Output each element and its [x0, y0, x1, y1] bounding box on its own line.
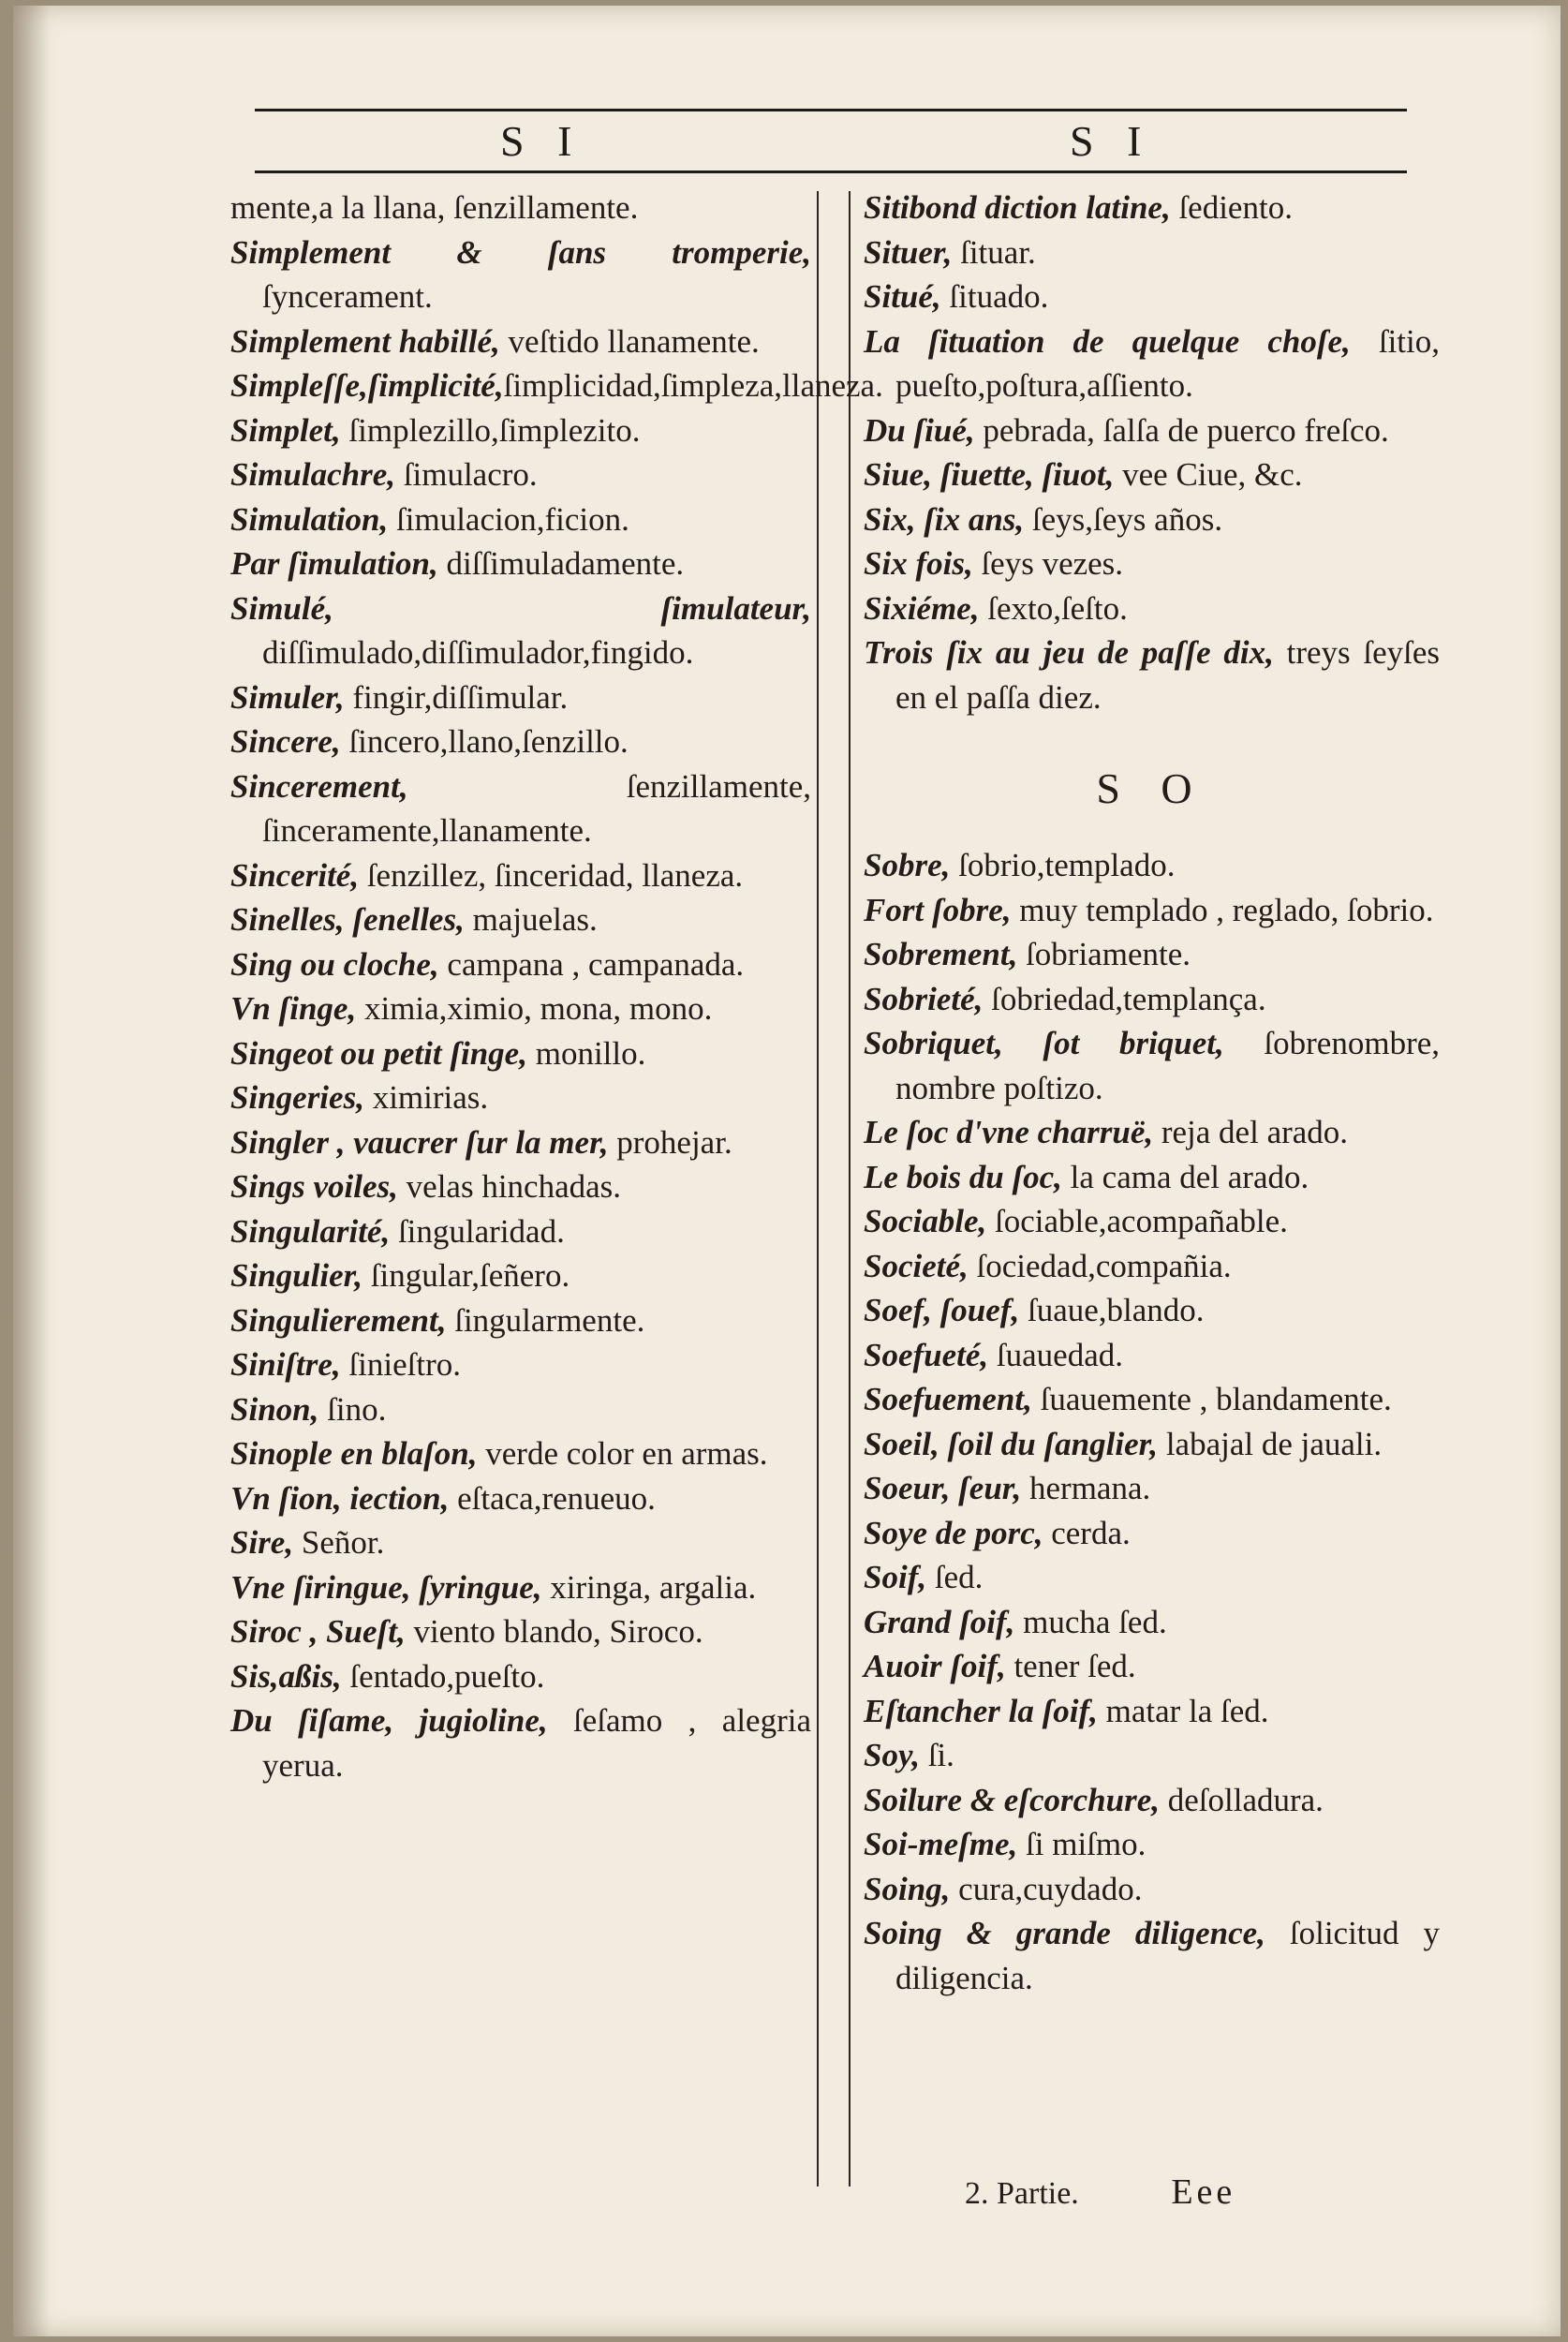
dictionary-entry	[230, 230, 811, 319]
dictionary-entry	[864, 319, 1440, 408]
entry-definition: la cama del arado.	[1061, 1158, 1309, 1195]
dictionary-entry	[864, 1422, 1440, 1467]
left-column	[230, 185, 883, 1787]
dictionary-entry	[864, 1822, 1440, 1867]
entry-headword: Sinon,	[230, 1390, 319, 1428]
dictionary-entry	[864, 230, 1440, 275]
dictionary-entry	[230, 1431, 811, 1476]
entry-definition: matar la ſed.	[1097, 1692, 1269, 1729]
dictionary-entry	[230, 1609, 811, 1654]
right-column	[864, 185, 1440, 2000]
dictionary-entry	[864, 1021, 1440, 1110]
dictionary-entry	[864, 497, 1440, 542]
dictionary-entry	[864, 1155, 1440, 1200]
entry-headword: Soefueté,	[864, 1336, 989, 1373]
right-column-si-entries	[864, 185, 1440, 719]
entry-headword: Fort ſobre,	[864, 891, 1012, 928]
entry-definition: viento blando, Siroco.	[405, 1613, 703, 1650]
running-header-right: S I	[1070, 117, 1153, 165]
entry-headword: Vn ſion, iection,	[230, 1479, 450, 1517]
entry-headword: Vne ſiringue, ſyringue,	[230, 1568, 542, 1606]
entry-definition: ſobriamente.	[1017, 936, 1191, 972]
entry-headword: Grand ſoif,	[864, 1603, 1015, 1640]
dictionary-entry	[230, 1164, 811, 1209]
entry-definition: mente,a la llana, ſenzillamente.	[230, 189, 639, 226]
entry-definition: ſobrio,templado.	[950, 847, 1176, 883]
entry-definition: muy templado , reglado, ſobrio.	[1011, 891, 1434, 928]
entry-headword: Siroc , Sueſt,	[230, 1613, 406, 1650]
entry-definition: ſino.	[318, 1390, 387, 1428]
entry-definition: ſimulacion,ficion.	[388, 500, 629, 538]
dictionary-entry	[864, 1867, 1440, 1912]
entry-definition: pebrada, ſalſa de puerco freſco.	[974, 411, 1389, 449]
entry-headword: Sinople en blaſon,	[230, 1435, 478, 1472]
header-top-rule	[255, 109, 1407, 111]
entry-definition: fingir,diſſimular.	[344, 678, 569, 716]
entry-headword: Situé,	[864, 278, 941, 315]
dictionary-entry	[864, 1733, 1440, 1778]
dictionary-entry	[864, 586, 1440, 631]
entry-headword: Singeot ou petit ſinge,	[230, 1034, 527, 1072]
entry-definition: ſyncerament.	[262, 278, 433, 315]
dictionary-entry	[864, 452, 1440, 497]
dictionary-entry	[230, 1209, 811, 1254]
dictionary-entry	[864, 1244, 1440, 1289]
entry-headword: Simulachre,	[230, 456, 396, 493]
entry-definition: ſi miſmo.	[1017, 1826, 1146, 1862]
entry-definition: ſingular,ſeñero.	[362, 1257, 570, 1294]
entry-definition: ſingularmente.	[446, 1301, 645, 1339]
book-page	[13, 6, 1561, 2336]
entry-headword: Sincerité,	[230, 856, 360, 894]
entry-headword: Sixiéme,	[864, 589, 980, 627]
entry-definition: ximia,ximio, mona, mono.	[356, 990, 713, 1027]
dictionary-entry	[230, 1253, 811, 1298]
entry-headword: La ſituation de quelque choſe,	[864, 322, 1351, 360]
entry-headword: Vn ſinge,	[230, 990, 357, 1027]
dictionary-entry	[230, 1120, 811, 1165]
entry-definition: verde color en armas.	[477, 1435, 768, 1472]
dictionary-entry	[864, 977, 1440, 1022]
entry-definition: mucha ſed.	[1014, 1603, 1167, 1640]
entry-headword: Auoir ſoif,	[864, 1648, 1006, 1684]
dictionary-entry	[230, 942, 811, 987]
dictionary-entry	[230, 764, 811, 853]
dictionary-entry	[230, 497, 811, 542]
dictionary-entry	[230, 1565, 811, 1610]
entry-headword: Eſtancher la ſoif,	[864, 1692, 1098, 1729]
right-column-so-entries	[864, 843, 1440, 2000]
entry-definition: treys ſeyſes en el paſſa diez.	[895, 634, 1440, 716]
entry-headword: Du ſiué,	[864, 411, 975, 449]
dictionary-entry	[864, 541, 1440, 586]
entry-definition: ſuauemente , blandamente.	[1031, 1381, 1392, 1417]
entry-definition: ſociable,acompañable.	[986, 1203, 1288, 1239]
entry-headword: Soing,	[864, 1870, 951, 1907]
entry-definition: monillo.	[526, 1034, 646, 1072]
entry-headword: Six, ſix ans,	[864, 500, 1025, 538]
entry-definition: ſimulacro.	[395, 456, 538, 493]
entry-headword: Sire,	[230, 1524, 294, 1561]
dictionary-entry	[864, 185, 1440, 230]
entry-definition: ſeys vezes.	[972, 545, 1124, 582]
dictionary-entry	[230, 1654, 811, 1699]
entry-definition: ſuaue,blando.	[1019, 1292, 1205, 1328]
entry-definition: ſociedad,compañia.	[968, 1247, 1232, 1284]
entry-definition: cerda.	[1043, 1514, 1131, 1551]
dictionary-entry	[230, 719, 811, 764]
entry-definition: campana , campanada.	[438, 945, 745, 983]
entry-definition: diſſimulado,diſſimulador,fingido.	[262, 634, 694, 671]
entry-definition: ſenzillamente, ſinceramente,llanamente.	[262, 767, 811, 849]
dictionary-entry	[230, 853, 811, 898]
entry-headword: Soilure & eſcorchure,	[864, 1781, 1160, 1818]
entry-headword: Sobrement,	[864, 936, 1018, 972]
entry-headword: Sing ou cloche,	[230, 945, 439, 983]
entry-headword: Singler , vaucrer ſur la mer,	[230, 1123, 609, 1161]
entry-headword: Singeries,	[230, 1079, 364, 1116]
entry-headword: Simplement habillé,	[230, 322, 500, 360]
dictionary-entry	[230, 452, 811, 497]
dictionary-entry	[230, 897, 811, 942]
dictionary-entry	[864, 1911, 1440, 2000]
entry-definition: ſentado,pueſto.	[341, 1657, 545, 1695]
entry-headword: Soye de porc,	[864, 1514, 1043, 1551]
entry-headword: Situer,	[864, 233, 953, 271]
entry-definition: reja del arado.	[1153, 1114, 1349, 1150]
dictionary-entry	[864, 1600, 1440, 1645]
entry-definition: ſi.	[919, 1737, 954, 1773]
entry-headword: Soif,	[864, 1559, 927, 1595]
dictionary-entry	[864, 1288, 1440, 1333]
entry-headword: Sinelles, ſenelles,	[230, 901, 465, 938]
entry-definition: diſſimuladamente.	[437, 545, 685, 582]
entry-definition: ſingularidad.	[390, 1212, 565, 1250]
dictionary-entry	[230, 408, 811, 453]
entry-headword: Sitibond diction latine,	[864, 189, 1171, 226]
entry-definition: ſinieſtro.	[340, 1346, 461, 1383]
entry-headword: Six fois,	[864, 545, 973, 582]
entry-definition: eſtaca,renueuo.	[449, 1479, 656, 1517]
entry-headword: Le bois du ſoc,	[864, 1158, 1062, 1195]
entry-headword: Soeil, ſoil du ſanglier,	[864, 1425, 1159, 1462]
entry-headword: Simplet,	[230, 411, 341, 449]
running-header-left: S I	[500, 117, 584, 165]
dictionary-entry	[230, 586, 811, 675]
entry-headword: Du ſiſame, jugioline,	[230, 1702, 548, 1739]
entry-headword: Sings voiles,	[230, 1168, 398, 1205]
section-heading: S O	[1096, 764, 1207, 812]
entry-definition: Señor.	[293, 1524, 385, 1561]
entry-headword: Soy,	[864, 1737, 920, 1773]
column-rule-right	[849, 191, 851, 2186]
dictionary-entry	[864, 1689, 1440, 1734]
entry-definition: veſtido llanamente.	[499, 322, 760, 360]
header-bottom-rule	[255, 170, 1407, 173]
dictionary-entry	[230, 319, 811, 364]
entry-headword: Le ſoc d'vne charruë,	[864, 1114, 1154, 1150]
entry-definition: hermana.	[1021, 1470, 1151, 1506]
entry-headword: Singularité,	[230, 1212, 391, 1250]
dictionary-entry	[864, 1778, 1440, 1823]
dictionary-entry	[230, 1298, 811, 1343]
dictionary-entry	[230, 1342, 811, 1387]
column-rule-left	[817, 191, 819, 2186]
dictionary-entry	[864, 888, 1440, 933]
entry-headword: Singulierement,	[230, 1301, 447, 1339]
entry-definition: ſincero,llano,ſenzillo.	[340, 723, 629, 760]
entry-definition: ſituar.	[952, 233, 1036, 271]
entry-headword: Simpleſſe,ſimplicité,	[230, 367, 504, 404]
dictionary-entry	[864, 1511, 1440, 1556]
dictionary-entry	[864, 1555, 1440, 1600]
entry-headword: Simulé, ſimulateur,	[230, 589, 811, 627]
dictionary-entry	[230, 185, 811, 230]
entry-definition: ſed.	[926, 1559, 984, 1595]
entry-definition: deſolladura.	[1159, 1781, 1324, 1818]
dictionary-entry	[864, 1466, 1440, 1511]
entry-definition: labajal de jauali.	[1158, 1425, 1383, 1462]
dictionary-entry	[230, 1031, 811, 1076]
entry-headword: Soeur, ſeur,	[864, 1470, 1022, 1506]
dictionary-entry	[864, 1377, 1440, 1422]
entry-definition: ſituado.	[940, 278, 1049, 315]
entry-headword: Soi-meſme,	[864, 1826, 1018, 1862]
entry-headword: Simuler,	[230, 678, 345, 716]
page-gutter-shadow	[13, 6, 51, 2336]
page-footer	[965, 2172, 1235, 2213]
entry-definition: ximirias.	[363, 1079, 489, 1116]
entry-headword: Soefuement,	[864, 1381, 1032, 1417]
entry-definition: ſolicitud y diligencia.	[895, 1915, 1440, 1996]
dictionary-entry	[864, 1644, 1440, 1689]
part-label: 2. Partie.	[965, 2176, 1079, 2211]
entry-headword: Sobriquet, ſot briquet,	[864, 1025, 1224, 1061]
dictionary-entry	[230, 1476, 811, 1521]
entry-definition: ſimplicidad,ſimpleza,llaneza.	[503, 367, 883, 404]
dictionary-entry	[864, 1110, 1440, 1155]
dictionary-entry	[864, 274, 1440, 319]
dictionary-entry	[864, 1199, 1440, 1244]
dictionary-entry	[230, 986, 811, 1031]
entry-definition: ſeſamo , alegria yerua.	[262, 1702, 811, 1784]
dictionary-entry	[864, 408, 1440, 453]
entry-definition: tener ſed.	[1005, 1648, 1136, 1684]
entry-headword: Singulier,	[230, 1257, 363, 1294]
entry-headword: Sincerement,	[230, 767, 408, 805]
entry-headword: Sis,aßis,	[230, 1657, 342, 1695]
dictionary-entry	[864, 630, 1440, 719]
dictionary-entry	[864, 932, 1440, 977]
entry-definition: ſeys,ſeys años.	[1024, 500, 1223, 538]
entry-headword: Par ſimulation,	[230, 545, 438, 582]
entry-headword: Siniſtre,	[230, 1346, 341, 1383]
dictionary-entry	[864, 843, 1440, 888]
dictionary-entry	[230, 1075, 811, 1120]
entry-definition: ſuauedad.	[988, 1336, 1123, 1373]
dictionary-entry	[230, 363, 883, 408]
entry-definition: cura,cuydado.	[950, 1870, 1143, 1907]
dictionary-entry	[230, 675, 811, 720]
entry-headword: Soing & grande diligence,	[864, 1915, 1265, 1951]
entry-headword: Sincere,	[230, 723, 341, 760]
entry-definition: majuelas.	[464, 901, 598, 938]
entry-headword: Sociable,	[864, 1203, 987, 1239]
entry-definition: ſitio, pueſto,poſtura,aſſiento.	[895, 322, 1440, 404]
entry-definition: ſobriedad,templança.	[983, 980, 1266, 1017]
dictionary-entry	[230, 1387, 811, 1432]
entry-headword: Simplement & ſans tromperie,	[230, 233, 811, 271]
entry-headword: Siue, ſiuette, ſiuot,	[864, 456, 1115, 493]
entry-definition: vee Ciue, &c.	[1114, 456, 1303, 493]
entry-definition: ſediento.	[1170, 189, 1293, 226]
entry-headword: Societé,	[864, 1247, 969, 1284]
signature-mark: Eee	[1171, 2172, 1236, 2212]
entry-definition: ſobrenombre, nombre poſtizo.	[895, 1025, 1441, 1106]
entry-definition: velas hinchadas.	[397, 1168, 622, 1205]
entry-headword: Trois ſix au jeu de paſſe dix,	[864, 634, 1274, 671]
entry-headword: Sobre,	[864, 847, 951, 883]
entry-headword: Simulation,	[230, 500, 389, 538]
entry-definition: prohejar.	[608, 1123, 732, 1161]
dictionary-entry	[230, 1520, 811, 1565]
entry-definition: ſenzillez, ſinceridad, llaneza.	[359, 856, 744, 894]
dictionary-entry	[230, 541, 811, 586]
entry-definition: ſimplezillo,ſimplezito.	[340, 411, 641, 449]
entry-headword: Sobrieté,	[864, 980, 984, 1017]
dictionary-entry	[230, 1698, 811, 1787]
dictionary-entry	[864, 1333, 1440, 1378]
entry-headword: Soef, ſouef,	[864, 1292, 1020, 1328]
entry-definition: ſexto,ſeſto.	[979, 589, 1128, 627]
entry-definition: xiringa, argalia.	[541, 1568, 757, 1606]
